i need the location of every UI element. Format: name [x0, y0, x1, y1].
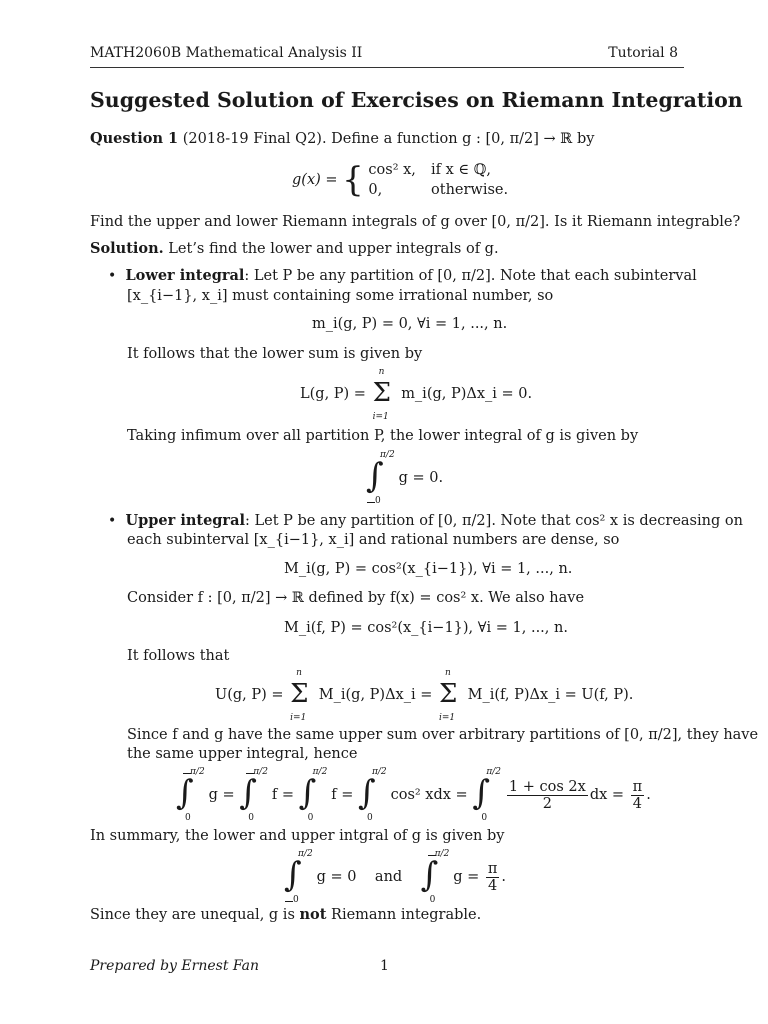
fraction-denominator: 2 [542, 795, 552, 812]
sigma-symbol: n Σ i=1 [372, 367, 391, 422]
sum-upper-limit: n [378, 367, 385, 377]
upper-eq1: M_i(g, P) = cos²(x_{i−1}), ∀i = 1, ..., n. [284, 561, 573, 577]
fraction-numerator: 1 + cos 2x [508, 778, 586, 795]
left-brace: { [342, 160, 364, 200]
upper-integral-symbol: ∫ π/2 0 [239, 767, 268, 823]
chain-g: g = [208, 787, 235, 803]
lower-eq1: m_i(g, P) = 0, ∀i = 1, ..., n. [312, 316, 508, 332]
case1-condition: if x ∈ ℚ, [431, 162, 491, 178]
integral-lower-limit: 0 [248, 813, 254, 823]
integral-lower-limit: 0 [366, 813, 373, 823]
upper-eq2: M_i(f, P) = cos²(x_{i−1}), ∀i = 1, ..., n. [284, 620, 568, 636]
solution-intro: Let’s find the lower and upper integrals of g. [168, 241, 499, 257]
question-line [90, 130, 594, 147]
question-source: (2018-19 Final Q2). [182, 131, 327, 147]
summary-g0: g = 0 [316, 869, 357, 885]
sigma-symbol: n Σ i=1 [439, 668, 458, 723]
upper-text4a: Since f and g have the same upper sum over arbitrary partitions of [0, π/2], they have [127, 727, 759, 743]
summary-text: In summary, the lower and upper intgral of g is given by [90, 828, 505, 844]
bullet-icon: • [108, 513, 117, 529]
summary-g: g = [453, 869, 480, 885]
upper-line2: each subinterval [x_{i−1}, x_i] and rational numbers are dense, so [127, 532, 620, 548]
fraction-pi-over-4 [486, 861, 500, 894]
upper-sum-equation [215, 668, 634, 723]
fraction-denominator: 4 [488, 877, 498, 894]
integral-upper-limit: π/2 [486, 767, 501, 777]
chain-cos: cos² xdx = [390, 787, 468, 803]
question-intro: Define a function g : [0, π/2] → ℝ by [331, 131, 595, 147]
lower-integral-equation [366, 450, 444, 506]
lower-line1: : Let P be any partition of [0, π/2]. Note that each subinterval [244, 268, 697, 284]
sum-lower-limit: i=1 [372, 412, 389, 422]
header-rule [90, 67, 684, 68]
chain-f1: f = [271, 787, 295, 803]
integral-upper-limit: π/2 [253, 767, 268, 777]
integral-lower-limit: 0 [481, 813, 488, 823]
fraction-pi-over-4 [631, 779, 645, 812]
upper-text3: It follows that [127, 648, 230, 664]
page-title: Suggested Solution of Exercises on Riemann Integration [90, 88, 743, 112]
integral-lower-limit: 0 [429, 895, 436, 905]
function-definition [292, 160, 508, 200]
solution-label: Solution. [90, 240, 164, 257]
lower-integral-heading: Lower integral [125, 267, 245, 284]
conclusion-line [90, 906, 481, 923]
question-task: Find the upper and lower Riemann integrals of g over [0, π/2]. Is it Riemann integrable? [90, 214, 741, 230]
upper-sum-mid: M_i(g, P)Δx_i = [318, 687, 433, 703]
cases-block [368, 160, 508, 200]
fraction-denominator: 4 [632, 795, 643, 812]
sum-upper-limit: n [296, 668, 302, 678]
integral-upper-limit: π/2 [380, 450, 395, 460]
lower-sum-rhs: m_i(g, P)Δx_i = 0. [401, 386, 533, 402]
lower-sum-equation [300, 367, 533, 422]
tutorial-number: Tutorial 8 [608, 45, 678, 61]
course-title: MATH2060B Mathematical Analysis II [90, 45, 363, 61]
summary-and: and [374, 869, 403, 885]
case1-value: cos² x, [368, 162, 416, 178]
upper-sum-lhs: U(g, P) = [215, 687, 284, 703]
fraction-numerator: π [487, 860, 498, 877]
integral-symbol: ∫ π/2 0 [298, 767, 328, 823]
page-number: 1 [380, 958, 389, 974]
integral-lower-limit: 0 [185, 813, 191, 823]
solution-line [90, 240, 499, 257]
lower-integral-symbol: ∫ π/2 0 [366, 450, 395, 506]
integral-upper-limit: π/2 [190, 767, 205, 777]
integral-symbol: ∫ π/2 0 [472, 767, 501, 823]
upper-text2: Consider f : [0, π/2] → ℝ defined by f(x) = cos² x. We also have [127, 590, 585, 606]
lower-text3: Taking infimum over all partition P, the lower integral of g is given by [127, 428, 639, 444]
integral-lower-limit: 0 [307, 813, 314, 823]
fraction-numerator: π [632, 778, 643, 795]
chain-end: . [646, 787, 651, 803]
integral-symbol: ∫ π/2 0 [357, 767, 387, 823]
lower-line2: [x_{i−1}, x_i] must containing some irrational number, so [127, 288, 554, 304]
conclusion-not: not [299, 906, 327, 923]
upper-text4b: the same upper integral, hence [127, 746, 358, 762]
case2-value: 0, [368, 182, 383, 198]
lower-sum-lhs: L(g, P) = [300, 386, 366, 402]
upper-integral-symbol: ∫ π/2 0 [176, 767, 205, 823]
lower-text2: It follows that the lower sum is given by [127, 346, 423, 362]
integral-upper-limit: π/2 [312, 767, 328, 777]
conclusion-a: Since they are unequal, g is [90, 907, 295, 923]
fraction-cos2x [507, 779, 588, 812]
summary-dot: . [501, 869, 507, 885]
footer-author: Prepared by Ernest Fan [90, 958, 260, 974]
lower-integral-heading-line [108, 267, 697, 284]
integral-upper-limit: π/2 [371, 767, 387, 777]
lower-integral-rhs: g = 0. [398, 470, 444, 486]
upper-integral-heading-line [108, 512, 743, 529]
upper-integral-chain [176, 767, 651, 823]
integral-upper-limit: π/2 [434, 849, 450, 859]
conclusion-b: Riemann integrable. [331, 907, 482, 923]
sum-lower-limit: i=1 [290, 713, 307, 723]
def-lhs: g(x) = [292, 172, 338, 188]
sum-upper-limit: n [445, 668, 451, 678]
upper-integral-symbol: ∫ π/2 0 [420, 849, 450, 905]
upper-line1: : Let P be any partition of [0, π/2]. Note that cos² x is decreasing on [244, 513, 743, 529]
summary-equation [284, 849, 507, 905]
sigma-symbol: n Σ i=1 [290, 668, 309, 723]
integral-lower-limit: 0 [375, 496, 381, 506]
bullet-icon: • [108, 268, 117, 284]
chain-f2: f = [331, 787, 354, 803]
sum-lower-limit: i=1 [439, 713, 456, 723]
integral-lower-limit: 0 [293, 895, 299, 905]
question-label: Question 1 [90, 130, 179, 147]
upper-integral-heading: Upper integral [125, 512, 245, 529]
lower-integral-symbol: ∫ π/2 0 [284, 849, 313, 905]
case2-condition: otherwise. [431, 182, 509, 198]
integral-upper-limit: π/2 [298, 849, 313, 859]
upper-sum-rhs: M_i(f, P)Δx_i = U(f, P). [467, 687, 634, 703]
chain-dx: dx = [589, 787, 625, 803]
